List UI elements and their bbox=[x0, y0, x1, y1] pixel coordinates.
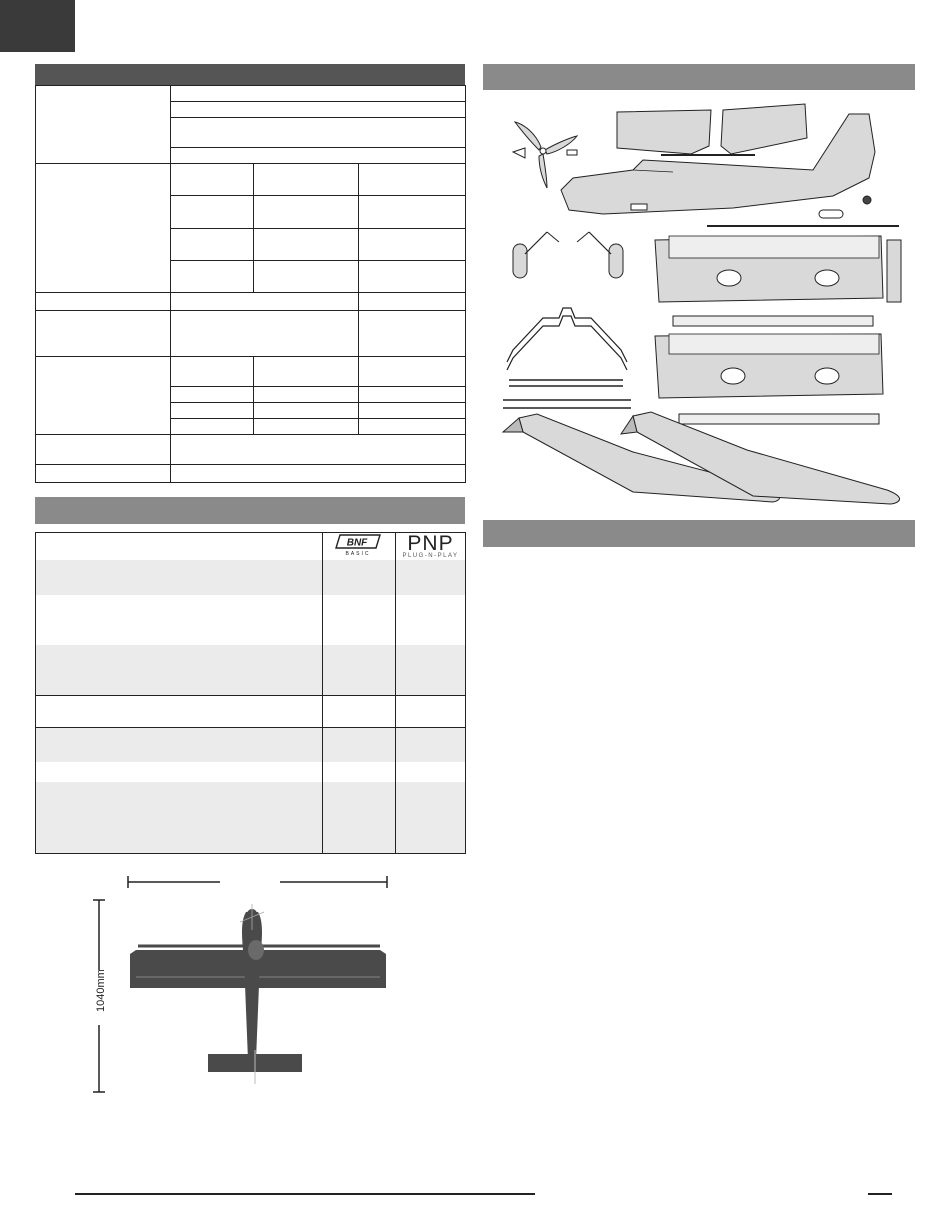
bnf-logo bbox=[323, 533, 396, 561]
required-items-header bbox=[483, 520, 915, 547]
main-gear-part bbox=[513, 232, 623, 278]
wing-halves-part bbox=[617, 104, 807, 155]
box-contents-illustration bbox=[483, 92, 915, 502]
box-contents-header bbox=[483, 64, 915, 90]
svg-text:BNF: BNF bbox=[346, 537, 368, 549]
float-bottom-part bbox=[655, 334, 883, 424]
float-top-part bbox=[655, 236, 901, 326]
propeller-part bbox=[513, 122, 577, 188]
pontoons-part bbox=[503, 412, 900, 504]
footer-page-rule bbox=[868, 1193, 892, 1195]
specifications-header bbox=[35, 64, 465, 86]
spec-label-cell bbox=[36, 465, 171, 483]
spec-label-cell bbox=[36, 311, 171, 357]
float-struts-part bbox=[503, 308, 631, 408]
footer-rule bbox=[75, 1193, 535, 1195]
inclusions-table bbox=[35, 532, 466, 854]
page-corner-tab bbox=[0, 0, 75, 52]
spec-label-cell bbox=[36, 293, 171, 311]
spec-label-cell bbox=[36, 164, 171, 293]
specifications-table bbox=[35, 85, 466, 483]
aircraft-top-view bbox=[90, 870, 410, 1100]
spec-label-cell bbox=[36, 86, 171, 164]
length-dimension-label: 1040mm bbox=[95, 969, 107, 1012]
spec-label-cell bbox=[36, 357, 171, 435]
pnp-logo: PNP PLUG-N-PLAY bbox=[396, 533, 466, 561]
svg-text:BASIC: BASIC bbox=[345, 551, 371, 557]
inclusions-header bbox=[35, 497, 465, 524]
spec-label-cell bbox=[36, 435, 171, 465]
